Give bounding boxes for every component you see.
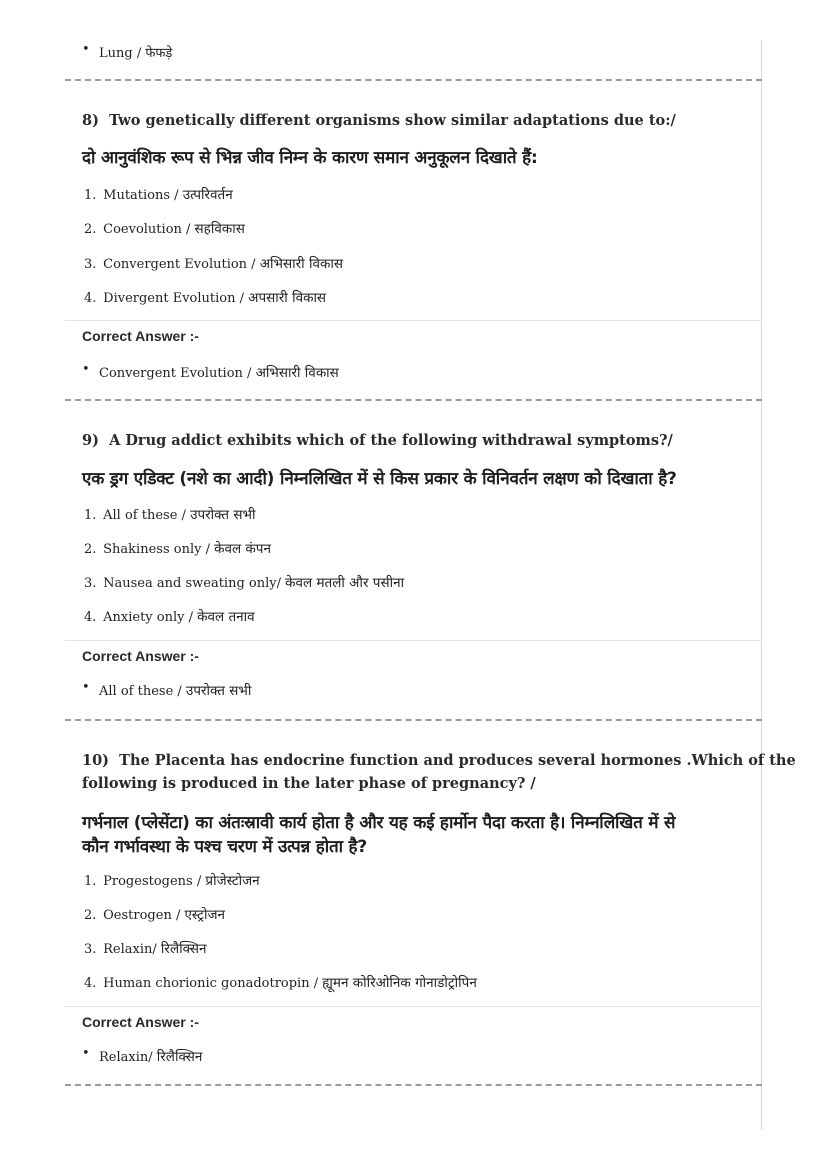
option-9-1: 1. All of these / उपरोक्त सभी — [84, 507, 256, 523]
option-8-4: 4. Divergent Evolution / अपसारी विकास — [84, 290, 327, 306]
question-divider — [65, 719, 762, 721]
bullet-icon: • — [82, 362, 90, 377]
option-10-4: 4. Human chorionic gonadotropin / ह्यूमन कोरिओनिक गोनाडोट्रोपिन — [84, 975, 477, 991]
question-divider — [65, 1084, 762, 1086]
correct-answer-label-9: Correct Answer :- — [82, 648, 199, 664]
correct-answer-8-text: Convergent Evolution / अभिसारी विकास — [99, 365, 339, 381]
answer-separator — [65, 640, 762, 641]
question-10-english-line-2: following is produced in the later phase of pregnancy? / — [82, 775, 536, 792]
question-8-hindi: दो आनुवंशिक रूप से भिन्न जीव निम्न के कारण समान अनुकूलन दिखाते हैं: — [82, 148, 538, 168]
question-divider — [65, 399, 762, 401]
answer-separator — [65, 1006, 762, 1007]
question-9-english: 9) A Drug addict exhibits which of the following withdrawal symptoms?/ — [82, 432, 673, 449]
correct-answer-label-10: Correct Answer :- — [82, 1014, 199, 1030]
option-8-1: 1. Mutations / उत्परिवर्तन — [84, 187, 233, 203]
option-8-2: 2. Coevolution / सहविकास — [84, 221, 245, 237]
correct-answer-10-text: Relaxin/ रिलैक्सिन — [99, 1049, 203, 1065]
correct-answer-label-8: Correct Answer :- — [82, 328, 199, 344]
question-8-english: 8) Two genetically different organisms show similar adaptations due to:/ — [82, 112, 676, 129]
option-9-4: 4. Anxiety only / केवल तनाव — [84, 609, 255, 625]
question-9-hindi: एक ड्रग एडिक्ट (नशे का आदी) निम्नलिखित में से किस प्रकार के विनिवर्तन लक्षण को दिखाता है? — [82, 469, 677, 489]
bullet-icon: • — [82, 42, 90, 57]
question-10-hindi-line-1: गर्भनाल (प्लेसेंटा) का अंतःस्रावी कार्य होता है और यह कई हार्मोन पैदा करता है। निम्नलिखित में से — [82, 813, 676, 833]
option-10-2: 2. Oestrogen / एस्ट्रोजन — [84, 907, 225, 923]
option-8-3: 3. Convergent Evolution / अभिसारी विकास — [84, 256, 343, 272]
option-9-2: 2. Shakiness only / केवल कंपन — [84, 541, 271, 557]
option-9-3: 3. Nausea and sweating only/ केवल मतली और पसीना — [84, 575, 405, 591]
question-10-english-line-1: 10) The Placenta has endocrine function and produces several hormones .Which of the — [82, 752, 796, 769]
prev-answer-text: Lung / फेफड़े — [99, 46, 173, 61]
correct-answer-9-text: All of these / उपरोक्त सभी — [99, 683, 252, 699]
question-divider — [65, 79, 762, 81]
bullet-icon: • — [82, 1046, 90, 1061]
option-10-1: 1. Progestogens / प्रोजेस्टोजन — [84, 873, 260, 889]
answer-separator — [65, 320, 762, 321]
question-10-hindi-line-2: कौन गर्भावस्था के पश्च चरण में उत्पन्न होता है? — [82, 837, 368, 857]
bullet-icon: • — [82, 680, 90, 695]
option-10-3: 3. Relaxin/ रिलैक्सिन — [84, 941, 207, 957]
